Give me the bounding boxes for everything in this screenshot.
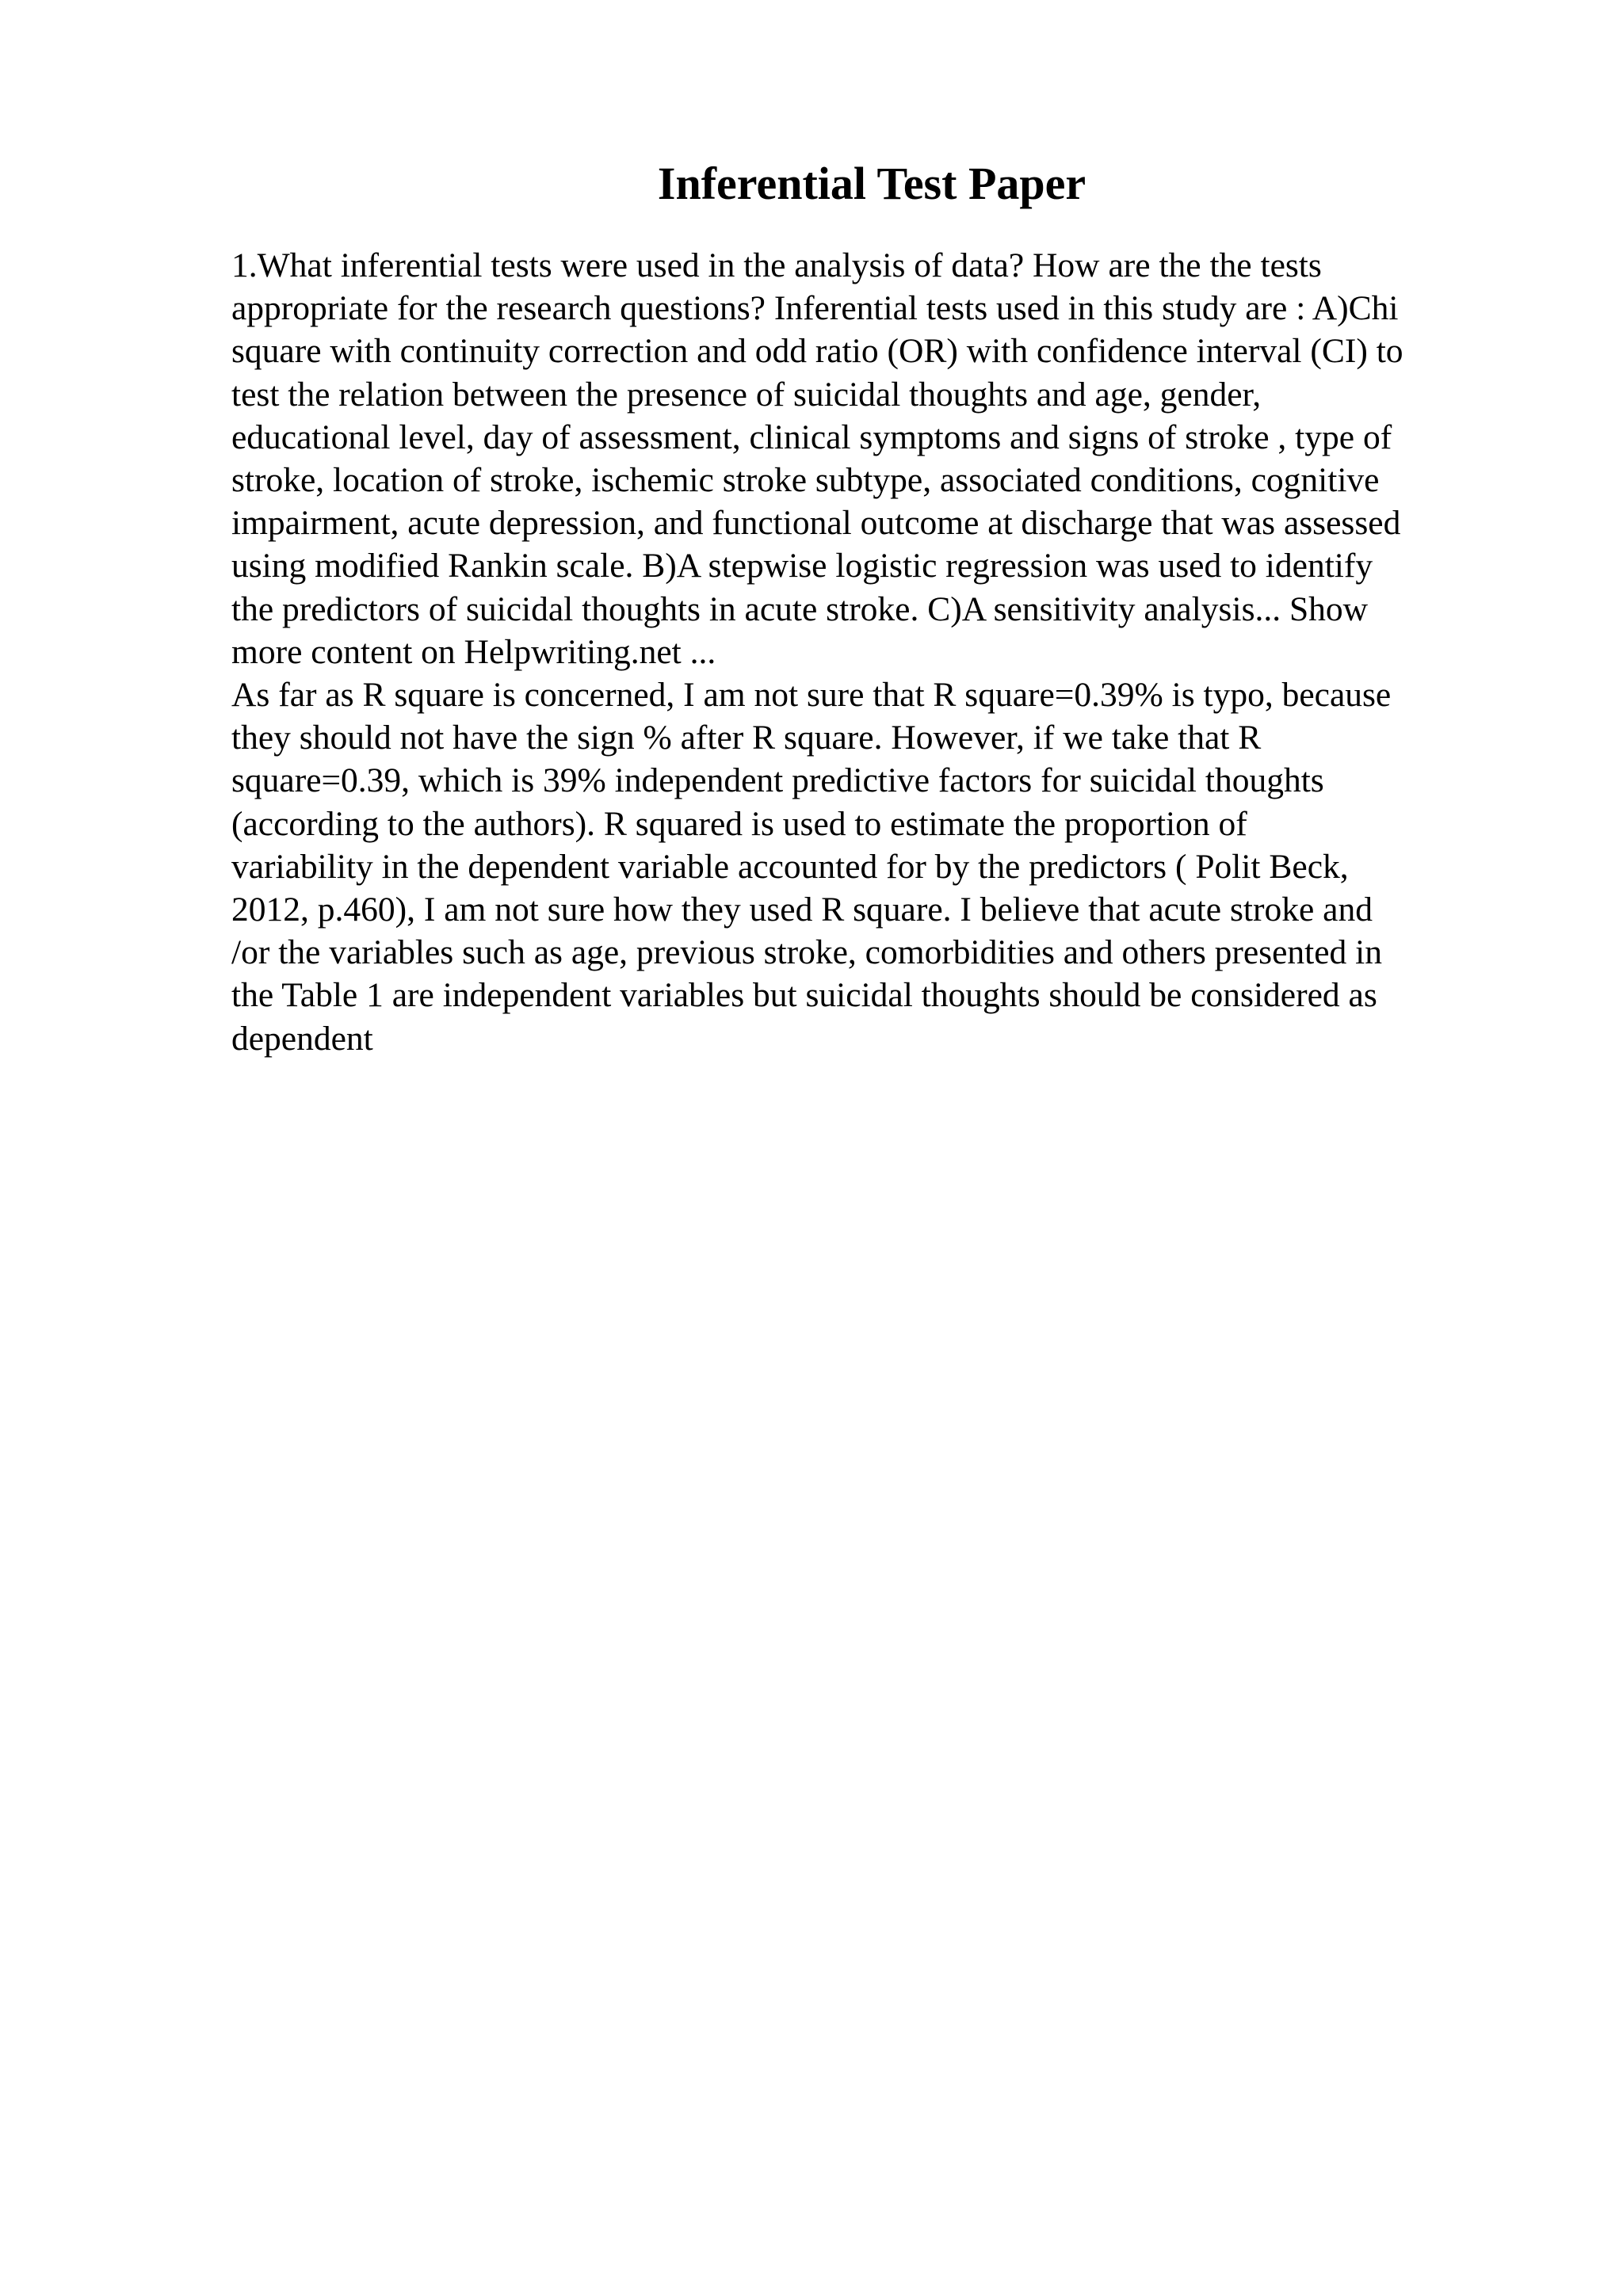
body-line: educational level, day of assessment, clinical symptoms and signs of stroke , type of [231,418,1392,456]
body-line: more content on Helpwriting.net ... [231,632,716,671]
body-line: appropriate for the research questions? Inferential tests used in this study are : A)Chi [231,289,1399,328]
body-line: 2012, p.460), I am not sure how they used R square. I believe that acute stroke and [231,891,1373,929]
body-line: they should not have the sign % after R square. However, if we take that R [231,719,1262,757]
body-line: variability in the dependent variable accounted for by the predictors ( Polit Beck, [231,847,1349,886]
body-line: impairment, acute depression, and functional outcome at discharge that was assessed [231,504,1401,543]
body-line: test the relation between the presence of suicidal thoughts and age, gender, [231,375,1262,414]
body-line: using modified Rankin scale. B)A stepwise logistic regression was used to identify [231,547,1373,585]
body-line: As far as R square is concerned, I am not sure that R square=0.39% is typo, because [231,676,1392,715]
body-line: /or the variables such as age, previous stroke, comorbidities and others presented in [231,933,1383,972]
body-line: dependent [231,1019,373,1058]
body-line: the predictors of suicidal thoughts in acute stroke. C)A sensitivity analysis... Show [231,589,1369,628]
body-line: stroke, location of stroke, ischemic stroke subtype, associated conditions, cognitive [231,461,1380,500]
document-body [231,244,1484,1060]
body-line: square=0.39, which is 39% independent predictive factors for suicidal thoughts [231,761,1324,800]
body-line: square with continuity correction and odd ratio (OR) with confidence interval (CI) to [231,332,1403,371]
body-line: the Table 1 are independent variables but suicidal thoughts should be considered as [231,976,1377,1015]
body-line: 1.What inferential tests were used in the analysis of data? How are the the tests [231,246,1322,284]
page-title: Inferential Test Paper [657,158,1086,209]
body-line: (according to the authors). R squared is used to estimate the proportion of [231,804,1247,843]
